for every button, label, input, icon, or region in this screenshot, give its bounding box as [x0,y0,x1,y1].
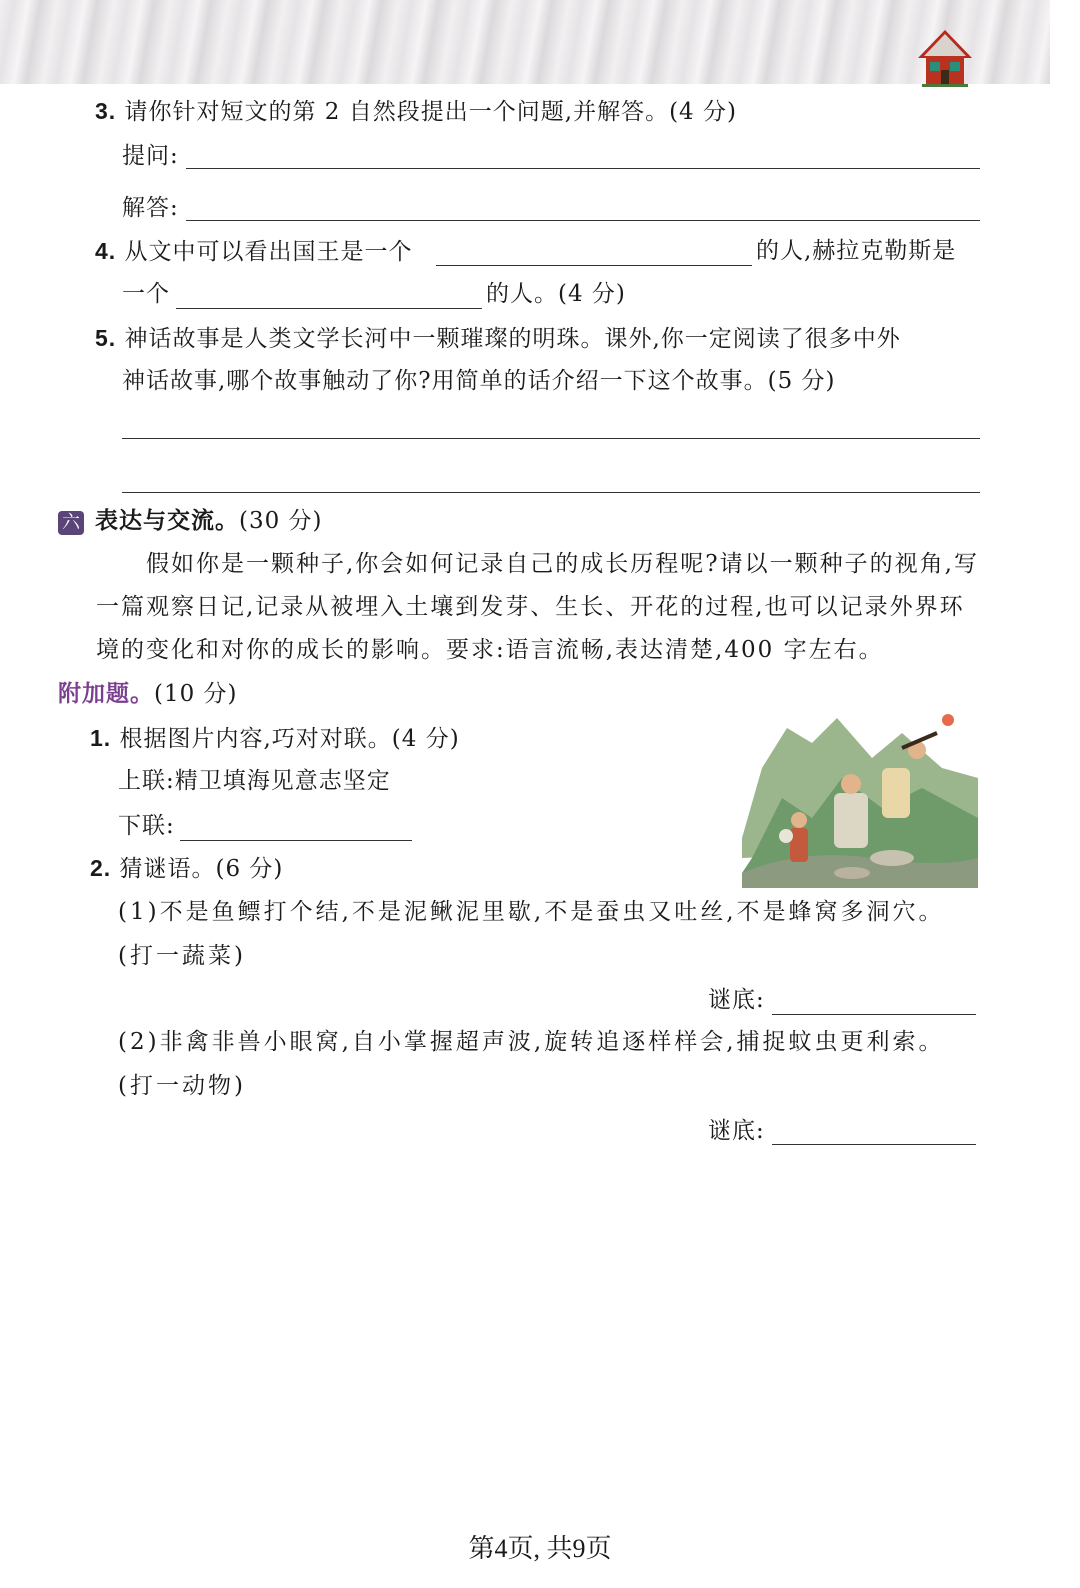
riddle-1-answer-line[interactable] [772,1014,976,1015]
q4-number: 4. [95,238,117,264]
q4-text-c: 一个 [122,281,170,307]
jingwei-illustration [742,708,978,888]
q3-answer-label: 解答: [122,195,179,221]
section-6-badge: 六 [58,511,84,535]
extra-q2-prompt [90,853,283,884]
extra-heading [58,679,238,709]
q3-ask-label: 提问: [122,143,179,169]
extra-q1-number: 1. [90,725,112,751]
q3-text: 请你针对短文的第 2 自然段提出一个问题,并解答。(4 分) [124,99,737,125]
riddle-2-answer-label: 谜底: [708,1118,765,1144]
couplet-upper: 上联:精卫填海见意志坚定 [118,768,391,794]
section-6-body: 假如你是一颗种子,你会如何记录自己的成长历程呢?请以一颗种子的视角,写一篇观察日记,记录从被埋入土壤到发芽、生长、开花的过程,也可以记录外界环境的变化和对你的成长的影响。要求:语言流畅,表达清楚,400 字左右。 [96,551,979,663]
q3-prompt [95,96,737,127]
q5-answer-line-2[interactable] [122,492,980,493]
extra-q1-prompt [90,723,460,754]
q5-answer-line-1[interactable] [122,438,980,439]
riddle-2-line1: (2)非禽非兽小眼窝,自小掌握超声波,旋转追逐样样会,捕捉蚊虫更利索。 [118,1029,945,1055]
extra-title: 附加题。 [58,681,154,707]
riddle-1-line2: (打一蔬菜) [118,943,246,969]
q4-text-b: 的人,赫拉克勒斯是 [756,238,957,264]
q4-text-d: 的人。(4 分) [486,281,626,307]
extra-score: (10 分) [154,681,238,707]
riddle-1-line1: (1)不是鱼鳔打个结,不是泥鳅泥里歇,不是蚕虫又吐丝,不是蜂窝多洞穴。 [118,899,945,925]
house-icon [916,28,974,88]
q5-line1: 神话故事是人类文学长河中一颗璀璨的明珠。课外,你一定阅读了很多中外 [124,326,901,352]
extra-q1-text: 根据图片内容,巧对对联。(4 分) [119,726,460,752]
couplet-lower-label: 下联: [118,813,175,839]
q4-blank-2[interactable] [176,308,482,309]
q3-answer-line[interactable] [186,220,980,221]
riddle-1-answer-label: 谜底: [708,987,765,1013]
riddle-2-line2: (打一动物) [118,1073,246,1099]
section-6-heading [95,506,323,536]
section-6-score: (30 分) [239,508,323,534]
q4-blank-1[interactable] [436,265,752,266]
q5-line2: 神话故事,哪个故事触动了你?用简单的话介绍一下这个故事。(5 分) [122,368,836,394]
section-6-title: 表达与交流。 [95,508,239,534]
riddle-2-answer-line[interactable] [772,1144,976,1145]
header-decoration-band [0,0,1050,84]
extra-q2-text: 猜谜语。(6 分) [119,856,284,882]
page-footer: 第4页, 共9页 [468,1534,612,1563]
q5-number: 5. [95,325,117,351]
q5-prompt-line1 [95,323,901,354]
q3-ask-answer-line[interactable] [186,168,980,169]
q4-text-a: 从文中可以看出国王是一个 [124,239,413,265]
q3-number: 3. [95,98,117,124]
q4-prompt-line1 [95,236,413,267]
extra-q2-number: 2. [90,855,112,881]
couplet-lower-answer-line[interactable] [180,840,412,841]
